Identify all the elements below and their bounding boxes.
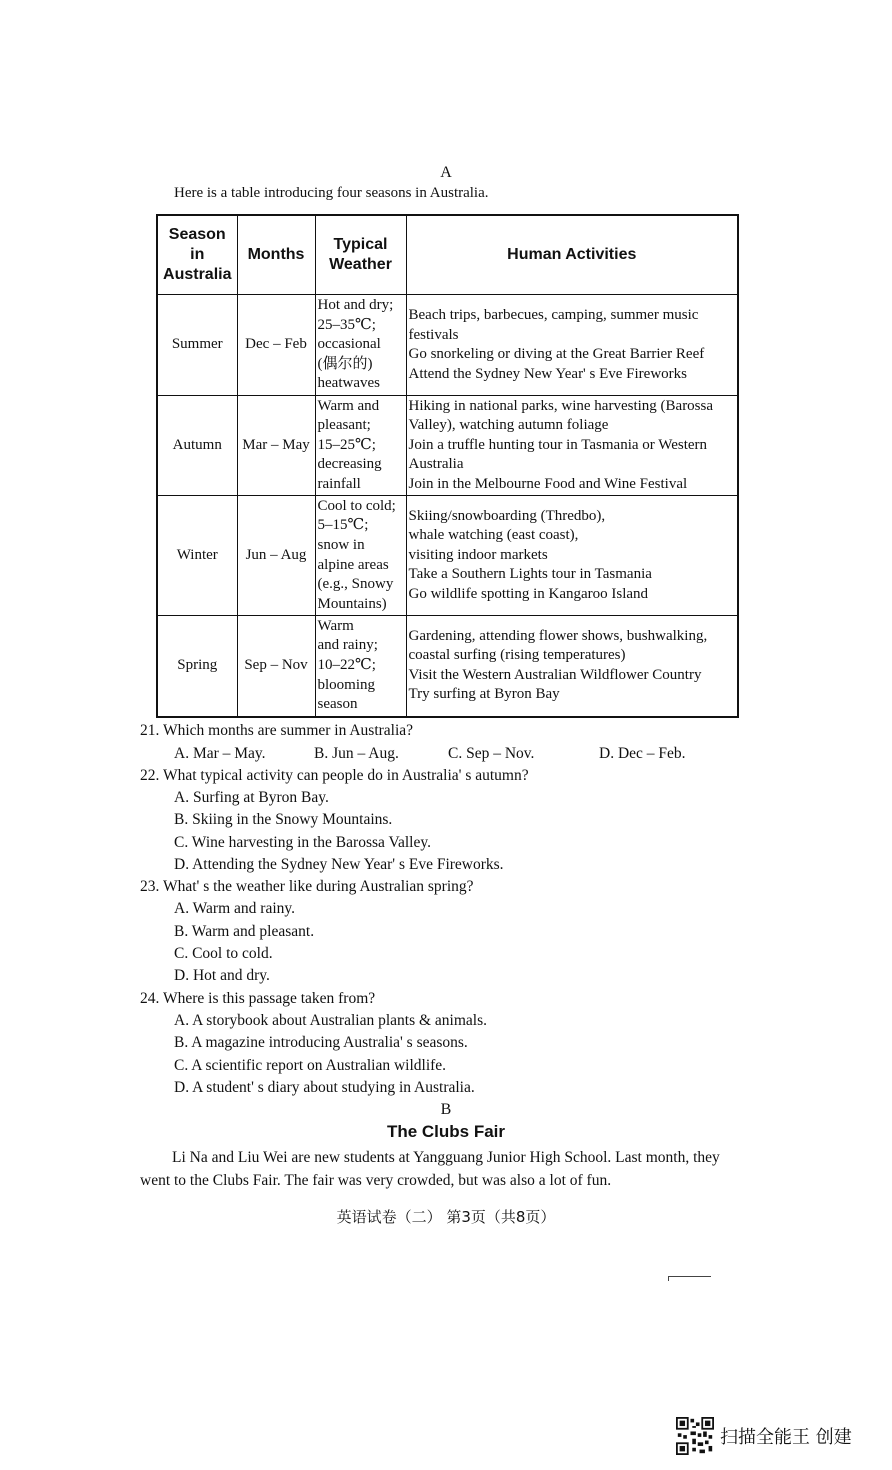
- season-cell: Winter: [157, 496, 237, 616]
- activities-cell: Beach trips, barbecues, camping, summer music festivals Go snorkeling or diving at the Great Barrier Reef Attend the Sydney New Year' s Eve Fireworks: [406, 295, 738, 396]
- activities-cell: Skiing/snowboarding (Thredbo), whale watching (east coast), visiting indoor markets Take a Southern Lights tour in Tasmania Go wildlife spotting in Kangaroo Island: [406, 496, 738, 616]
- q21-option-b: B. Jun – Aug.: [314, 745, 399, 762]
- q22-option-c: C. Wine harvesting in the Barossa Valley.: [174, 834, 431, 851]
- question-24: 24. Where is this passage taken from?: [140, 990, 376, 1007]
- header-season: Season in Australia: [157, 215, 237, 295]
- q24-option-b: B. A magazine introducing Australia' s seasons.: [174, 1034, 468, 1051]
- qr-code-icon: [676, 1417, 714, 1455]
- weather-cell: Warm and rainy; 10–22℃; blooming season: [315, 616, 406, 717]
- q23-option-c: C. Cool to cold.: [174, 945, 273, 962]
- passage-title: The Clubs Fair: [386, 1122, 506, 1141]
- question-23: 23. What' s the weather like during Australian spring?: [140, 878, 474, 895]
- table-row: [157, 496, 738, 616]
- table-header-row: [157, 215, 738, 295]
- page-footer: 英语试卷（二） 第3页（共8页）: [336, 1208, 556, 1226]
- q23-option-d: D. Hot and dry.: [174, 967, 270, 984]
- question-22: 22. What typical activity can people do in Australia' s autumn?: [140, 767, 529, 784]
- seasons-table: [156, 214, 739, 718]
- season-cell: Summer: [157, 295, 237, 396]
- season-cell: Autumn: [157, 396, 237, 496]
- q24-option-d: D. A student' s diary about studying in Australia.: [174, 1079, 475, 1096]
- table-row: [157, 295, 738, 396]
- table-intro-text: Here is a table introducing four seasons in Australia.: [174, 185, 489, 201]
- header-months: Months: [237, 215, 315, 295]
- scan-artifact: [668, 1276, 711, 1281]
- section-b-label: B: [440, 1101, 452, 1118]
- q22-option-b: B. Skiing in the Snowy Mountains.: [174, 811, 393, 828]
- q24-option-c: C. A scientific report on Australian wildlife.: [174, 1057, 447, 1074]
- q23-option-b: B. Warm and pleasant.: [174, 923, 315, 940]
- months-cell: Mar – May: [237, 396, 315, 496]
- scanner-watermark: [676, 1416, 852, 1456]
- activities-cell: Hiking in national parks, wine harvesting (Barossa Valley), watching autumn foliage Join a truffle hunting tour in Tasmania or Western Australia Join in the Melbourne Food and Wine Festival: [406, 396, 738, 496]
- months-cell: Sep – Nov: [237, 616, 315, 717]
- section-a-label: A: [440, 164, 452, 181]
- q22-option-d: D. Attending the Sydney New Year' s Eve Fireworks.: [174, 856, 504, 873]
- header-activities: Human Activities: [406, 215, 738, 295]
- watermark-text: 扫描全能王 创建: [720, 1427, 852, 1448]
- q23-option-a: A. Warm and rainy.: [174, 900, 295, 917]
- weather-cell: Warm and pleasant; 15–25℃; decreasing rainfall: [315, 396, 406, 496]
- q24-option-a: A. A storybook about Australian plants & animals.: [174, 1012, 487, 1029]
- activities-cell: Gardening, attending flower shows, bushwalking, coastal surfing (rising temperatures) Visit the Western Australian Wildflower Country Try surfing at Byron Bay: [406, 616, 738, 717]
- q21-option-c: C. Sep – Nov.: [448, 745, 535, 762]
- season-cell: Spring: [157, 616, 237, 717]
- months-cell: Jun – Aug: [237, 496, 315, 616]
- q21-option-a: A. Mar – May.: [174, 745, 266, 762]
- table-row: [157, 616, 738, 717]
- q21-option-d: D. Dec – Feb.: [599, 745, 686, 762]
- table-row: [157, 396, 738, 496]
- question-21: 21. Which months are summer in Australia?: [140, 722, 414, 739]
- q22-option-a: A. Surfing at Byron Bay.: [174, 789, 329, 806]
- weather-cell: Hot and dry; 25–35℃; occasional (偶尔的) heatwaves: [315, 295, 406, 396]
- weather-cell: Cool to cold; 5–15℃; snow in alpine areas (e.g., Snowy Mountains): [315, 496, 406, 616]
- passage-text: Li Na and Liu Wei are new students at Yangguang Junior High School. Last month, they went to the Clubs Fair. The fair was very crowded, but was also a lot of fun.: [140, 1149, 720, 1189]
- header-weather: Typical Weather: [315, 215, 406, 295]
- months-cell: Dec – Feb: [237, 295, 315, 396]
